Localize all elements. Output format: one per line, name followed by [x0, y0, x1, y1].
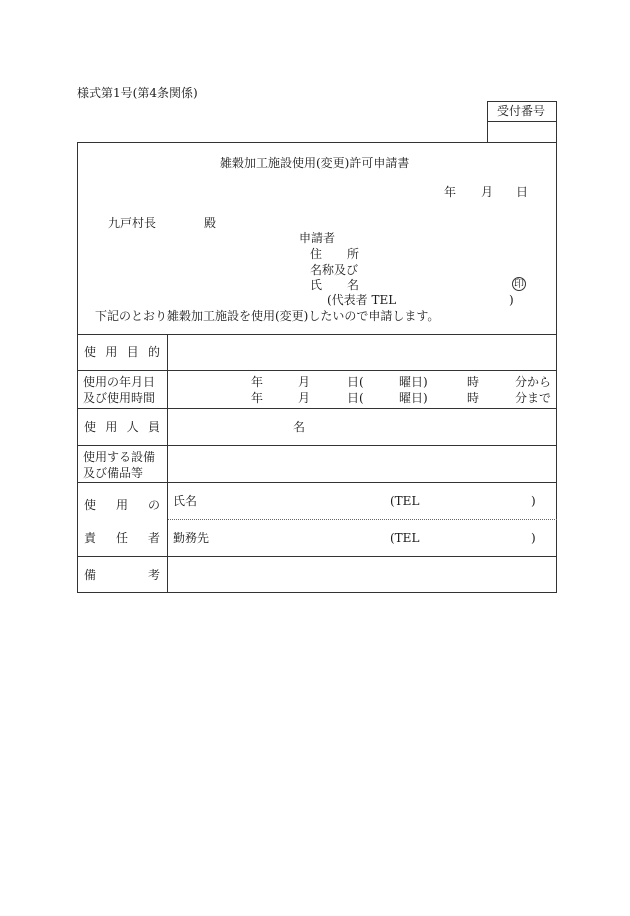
remarks-field[interactable]	[172, 560, 552, 590]
row-divider-3	[77, 408, 557, 409]
remarks-label	[84, 569, 160, 581]
row-divider-1	[77, 334, 557, 335]
end-day-unit: 日(	[347, 391, 364, 405]
representative-tel: (代表者 TEL	[327, 293, 397, 307]
responsible-work-tel: (TEL	[390, 531, 420, 545]
responsible-label-char: 用	[115, 498, 128, 512]
start-month-unit: 月	[298, 375, 311, 389]
responsible-label-2	[84, 532, 160, 544]
responsible-label-1	[84, 499, 160, 511]
label-column-divider	[167, 334, 168, 593]
addressee-honorific: 殿	[204, 216, 217, 230]
applicant-name-label-2a: 氏	[310, 278, 323, 292]
application-statement: 下記のとおり雑穀加工施設を使用(変更)したいので申請します。	[95, 309, 440, 323]
responsible-label-char: 者	[147, 531, 160, 545]
applicant-address-label-1: 住	[310, 247, 323, 261]
addressee-name: 九戸村長	[108, 216, 157, 230]
row-divider-2	[77, 370, 557, 371]
applicant-name-label-1: 名称及び	[310, 263, 359, 277]
purpose-label-char: 使	[84, 345, 97, 359]
receipt-divider	[487, 121, 557, 122]
datetime-label-1: 使用の年月日	[83, 375, 156, 389]
end-minute-unit: 分まで	[515, 391, 552, 405]
responsible-name-tel-close: )	[531, 494, 536, 508]
purpose-label-char: 的	[147, 345, 160, 359]
people-unit: 名	[293, 420, 306, 434]
applicant-heading: 申請者	[299, 231, 336, 245]
purpose-field[interactable]	[172, 338, 552, 366]
responsible-label-char: 責	[84, 531, 97, 545]
end-hour-unit: 時	[467, 391, 480, 405]
purpose-label	[84, 346, 160, 358]
equipment-label-2: 及び備品等	[83, 466, 144, 480]
people-label-char: 用	[105, 420, 118, 434]
start-minute-unit: 分から	[515, 375, 552, 389]
row-divider-6	[77, 556, 557, 557]
start-weekday-unit: 曜日)	[399, 375, 428, 389]
responsible-dotted-divider	[167, 519, 557, 520]
receipt-label: 受付番号	[497, 104, 546, 118]
row-divider-4	[77, 445, 557, 446]
start-day-unit: 日(	[347, 375, 364, 389]
form-title: 雑穀加工施設使用(変更)許可申請書	[220, 156, 410, 170]
end-month-unit: 月	[298, 391, 311, 405]
responsible-label-char: 任	[115, 531, 128, 545]
purpose-label-char: 用	[105, 345, 118, 359]
applicant-address-label-2: 所	[347, 247, 360, 261]
purpose-label-char: 目	[126, 345, 139, 359]
row-divider-5	[77, 482, 557, 483]
end-weekday-unit: 曜日)	[399, 391, 428, 405]
equipment-label-1: 使用する設備	[83, 450, 156, 464]
seal-mark-icon: 印	[514, 279, 524, 290]
receipt-value-field[interactable]	[490, 124, 554, 140]
responsible-work-label: 勤務先	[173, 531, 210, 545]
start-hour-unit: 時	[467, 375, 480, 389]
people-label	[84, 421, 160, 433]
responsible-label-char: 使	[84, 498, 97, 512]
representative-tel-close: )	[509, 293, 514, 307]
form-frame	[77, 142, 557, 593]
remarks-label-char: 備	[84, 568, 97, 582]
responsible-name-label: 氏名	[173, 494, 198, 508]
form-number: 様式第1号(第4条関係)	[77, 86, 198, 100]
remarks-label-char: 考	[147, 568, 160, 582]
people-label-char: 使	[84, 420, 97, 434]
people-label-char: 員	[147, 420, 160, 434]
applicant-name-label-2b: 名	[347, 278, 360, 292]
datetime-label-2: 及び使用時間	[83, 391, 156, 405]
people-label-char: 人	[126, 420, 139, 434]
responsible-work-tel-close: )	[531, 531, 536, 545]
responsible-label-char: の	[147, 498, 160, 512]
equipment-field[interactable]	[172, 449, 552, 479]
responsible-name-tel: (TEL	[390, 494, 420, 508]
date-day: 日	[516, 185, 529, 199]
date-year: 年	[444, 185, 457, 199]
date-month: 月	[481, 185, 494, 199]
end-year-unit: 年	[251, 391, 264, 405]
start-year-unit: 年	[251, 375, 264, 389]
